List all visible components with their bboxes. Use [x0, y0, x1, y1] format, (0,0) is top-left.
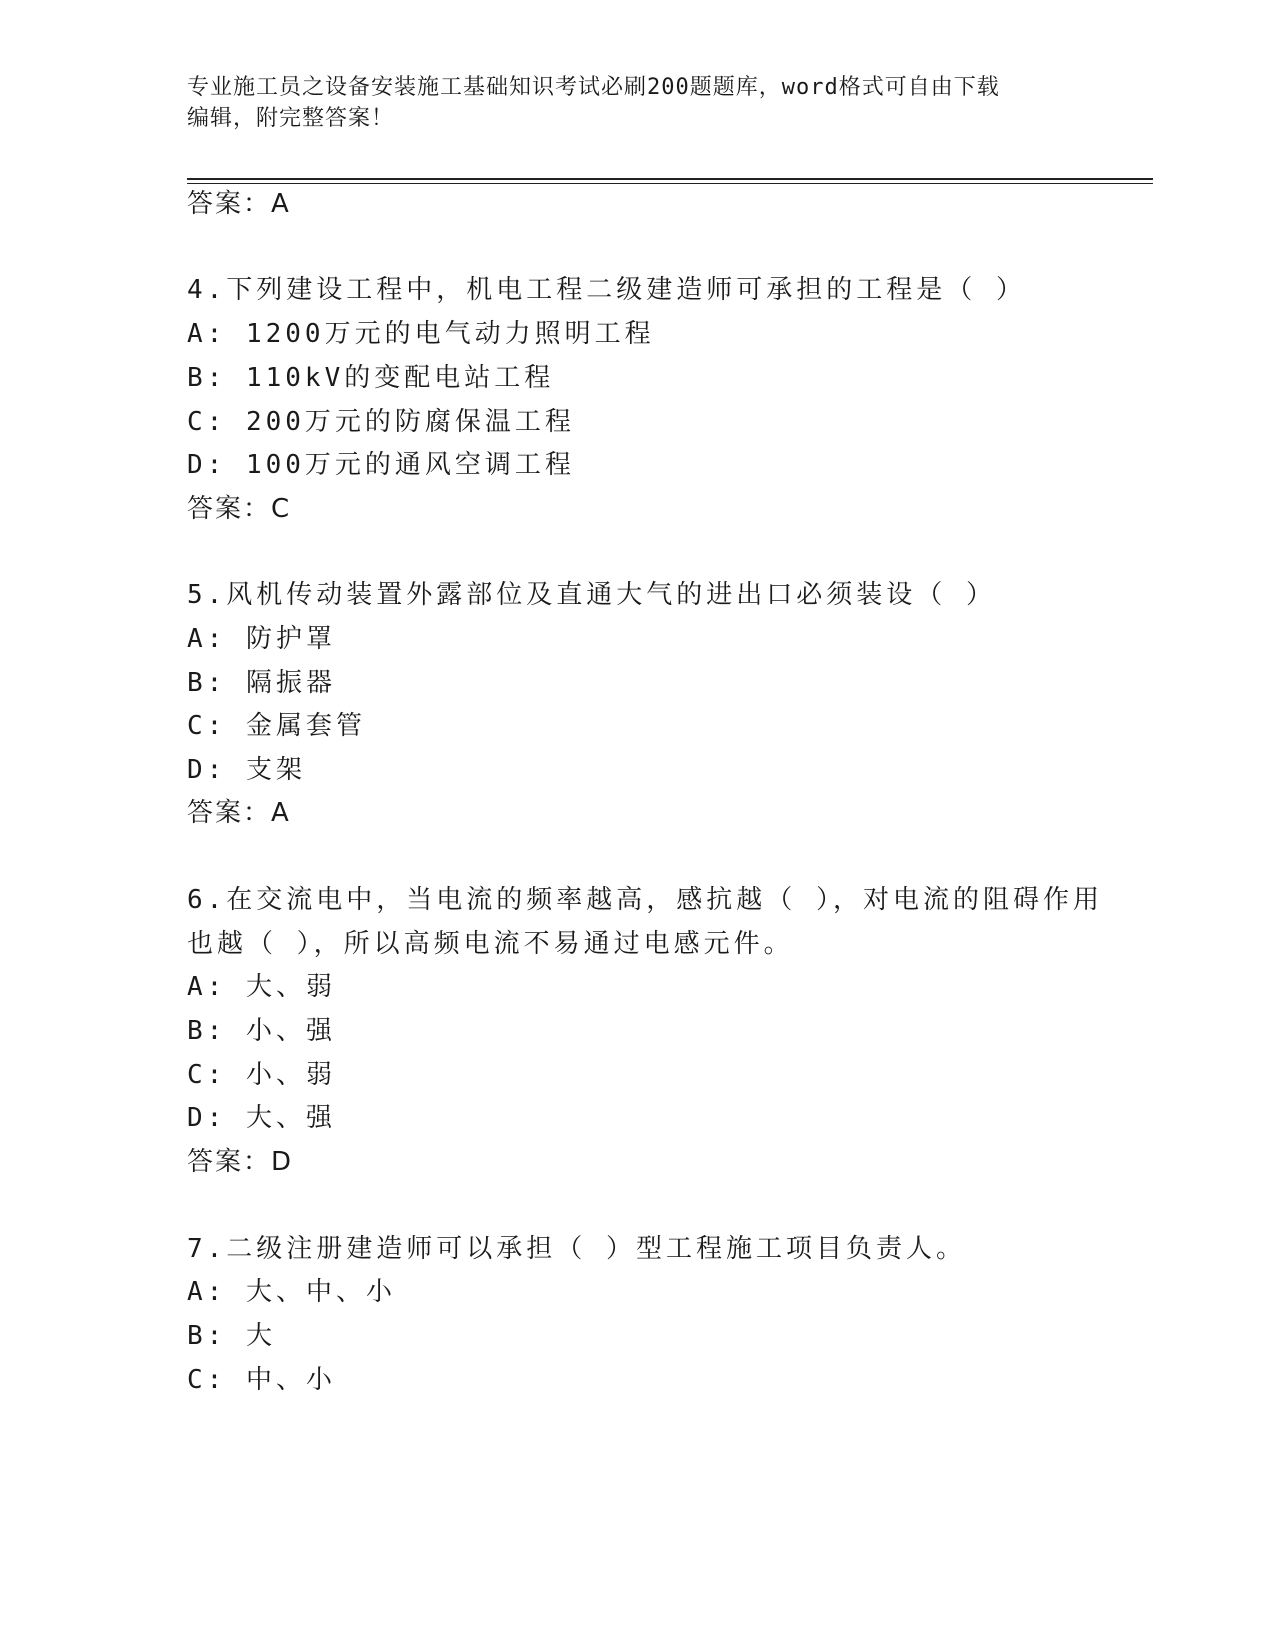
header-line-1: 专业施工员之设备安装施工基础知识考试必刷200题题库，word格式可自由下载	[187, 75, 1000, 100]
question-6-answer: 答案：D	[187, 1147, 294, 1177]
question-7-option-a: A: 大、中、小	[187, 1277, 396, 1307]
page-header	[187, 72, 1087, 134]
question-5-option-a: A: 防护罩	[187, 624, 336, 654]
question-5-stem: 5.风机传动装置外露部位及直通大气的进出口必须装设（ ）	[187, 580, 996, 610]
question-5-option-c: C: 金属套管	[187, 711, 366, 741]
header-line-2: 编辑，附完整答案！	[187, 106, 395, 131]
question-6-option-b: B: 小、强	[187, 1016, 336, 1046]
question-5-option-b: B: 隔振器	[187, 668, 336, 698]
question-7-stem: 7.二级注册建造师可以承担（ ）型工程施工项目负责人。	[187, 1234, 966, 1264]
question-6-option-a: A: 大、弱	[187, 972, 336, 1002]
header-divider-thick	[187, 178, 1153, 180]
question-6-option-d: D: 大、强	[187, 1103, 336, 1133]
question-4-option-a: A: 1200万元的电气动力照明工程	[187, 319, 655, 349]
question-7-option-c: C: 中、小	[187, 1365, 336, 1395]
question-4-option-c: C: 200万元的防腐保温工程	[187, 407, 575, 437]
question-5-answer: 答案：A	[187, 798, 291, 828]
question-4-option-d: D: 100万元的通风空调工程	[187, 450, 575, 480]
answer-prev: 答案：A	[187, 189, 291, 219]
question-5-option-d: D: 支架	[187, 755, 306, 785]
question-6-stem-line-2: 也越（ ），所以高频电流不易通过电感元件。	[187, 929, 794, 959]
header-divider-thin	[187, 183, 1153, 184]
question-7-option-b: B: 大	[187, 1321, 276, 1351]
question-4-option-b: B: 110kV的变配电站工程	[187, 363, 555, 393]
question-6-option-c: C: 小、弱	[187, 1060, 336, 1090]
question-4-answer: 答案：C	[187, 494, 292, 524]
question-6-stem-line-1: 6.在交流电中，当电流的频率越高，感抗越（ ），对电流的阻碍作用	[187, 885, 1103, 915]
question-4-stem: 4.下列建设工程中，机电工程二级建造师可承担的工程是（ ）	[187, 275, 1026, 305]
